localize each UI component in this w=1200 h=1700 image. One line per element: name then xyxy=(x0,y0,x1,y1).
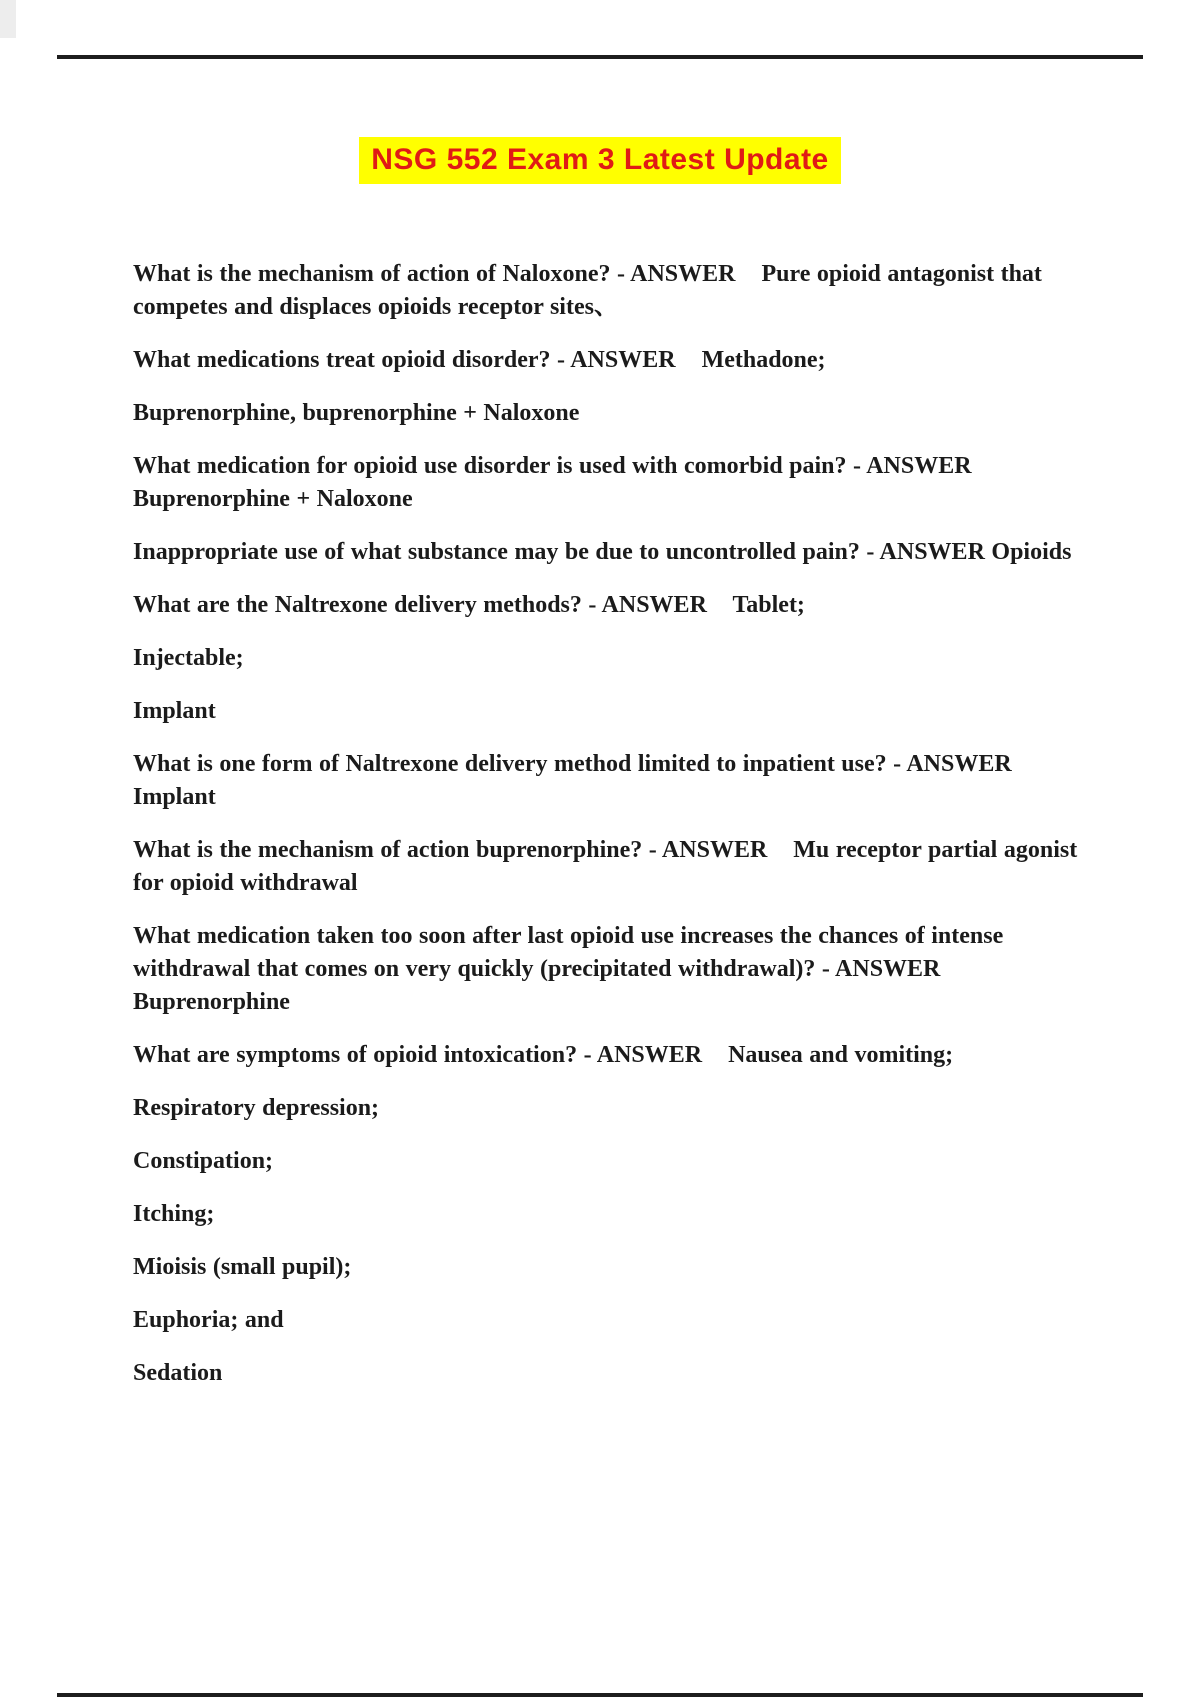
title-row xyxy=(0,137,1200,184)
qa-paragraph: Respiratory depression; xyxy=(133,1095,380,1121)
scan-artifact xyxy=(0,0,16,38)
qa-paragraph: What medications treat opioid disorder? - ANSWER Methadone; xyxy=(133,347,826,373)
qa-paragraph: Sedation xyxy=(133,1360,223,1386)
qa-paragraph: Implant xyxy=(133,698,216,724)
qa-paragraph: Inappropriate use of what substance may be due to uncontrolled pain? - ANSWER Opioids xyxy=(133,539,1072,565)
page-title: NSG 552 Exam 3 Latest Update xyxy=(359,137,841,184)
qa-paragraph: What is one form of Naltrexone delivery method limited to inpatient use? - ANSWER Implant xyxy=(133,751,1038,810)
qa-paragraph: Mioisis (small pupil); xyxy=(133,1254,352,1280)
qa-paragraph: What is the mechanism of action of Naloxone? - ANSWER Pure opioid antagonist that competes and displaces opioids receptor sites、 xyxy=(133,261,1049,320)
bottom-horizontal-rule xyxy=(57,1693,1143,1697)
qa-paragraph: What medication taken too soon after last opioid use increases the chances of intense withdrawal that comes on very quickly (precipitated withdrawal)? - ANSWER Buprenorphine xyxy=(133,923,1010,1015)
qa-paragraph: What is the mechanism of action buprenorphine? - ANSWER Mu receptor partial agonist for opioid withdrawal xyxy=(133,837,1084,896)
document-body xyxy=(133,258,1088,1410)
qa-paragraph: What are the Naltrexone delivery methods? - ANSWER Tablet; xyxy=(133,592,805,618)
qa-paragraph: Itching; xyxy=(133,1201,215,1227)
qa-paragraph: Injectable; xyxy=(133,645,244,671)
qa-paragraph: Euphoria; and xyxy=(133,1307,284,1333)
qa-paragraph: What are symptoms of opioid intoxication? - ANSWER Nausea and vomiting; xyxy=(133,1042,954,1068)
qa-paragraph: Constipation; xyxy=(133,1148,274,1174)
top-horizontal-rule xyxy=(57,55,1143,59)
qa-paragraph: Buprenorphine, buprenorphine + Naloxone xyxy=(133,400,580,426)
qa-paragraph: What medication for opioid use disorder is used with comorbid pain? - ANSWER Buprenorphine + Naloxone xyxy=(133,453,979,512)
